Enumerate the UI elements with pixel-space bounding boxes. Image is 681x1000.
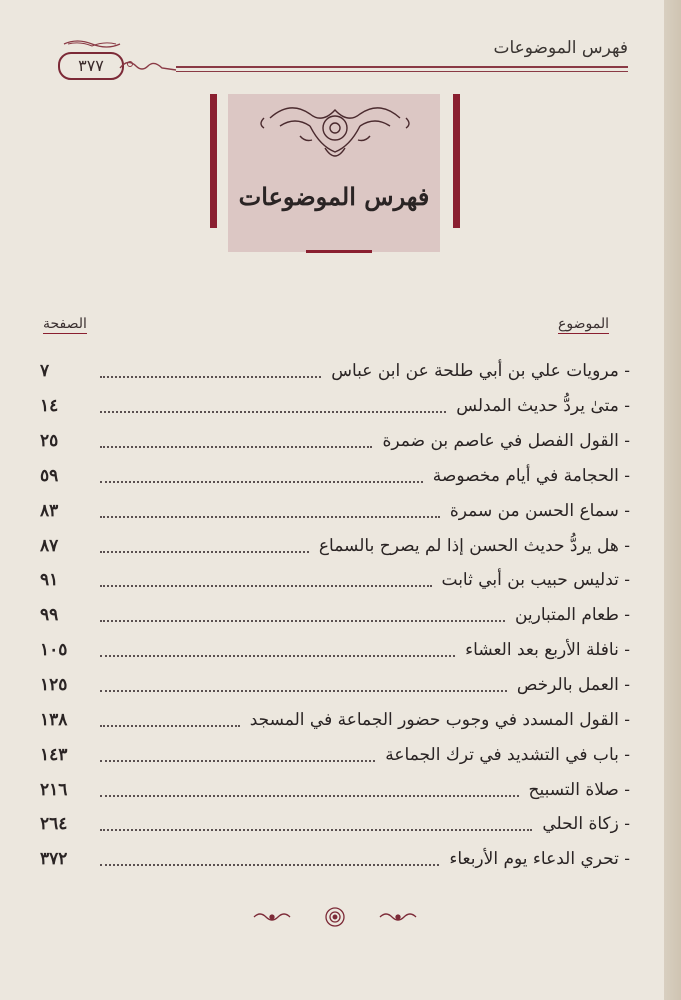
toc-entry-page: ٨٣ <box>40 500 59 521</box>
toc-entry-page: ٣٧٢ <box>40 849 68 870</box>
toc-entry-page: ١٤ <box>40 396 59 417</box>
dot-leader <box>100 643 455 657</box>
dot-leader <box>100 539 309 553</box>
toc-entry <box>40 493 630 528</box>
dot-leader <box>100 817 532 831</box>
toc-entry-page: ٨٧ <box>40 535 59 556</box>
toc-entry <box>40 528 630 563</box>
toc-entry-title: - نافلة الأربع بعد العشاء <box>461 640 630 660</box>
title-bar-left <box>210 94 217 228</box>
footer-ornament-icon <box>250 905 420 929</box>
dot-leader <box>100 783 519 797</box>
table-of-contents <box>40 354 630 877</box>
header-rule-thin <box>176 71 628 72</box>
toc-entry-title: - سماع الحسن من سمرة <box>446 501 630 521</box>
page-number: ٣٧٧ <box>58 52 124 80</box>
toc-entry-page: ١٠٥ <box>40 640 68 661</box>
toc-entry-title: - طعام المتبارين <box>511 605 630 625</box>
dot-leader <box>100 713 240 727</box>
toc-entry-title: - صلاة التسبيح <box>525 780 630 800</box>
dot-leader <box>100 399 446 413</box>
toc-entry-page: ٢٦٤ <box>40 814 68 835</box>
dot-leader <box>100 364 321 378</box>
dot-leader <box>100 678 507 692</box>
toc-entry-page: ٢١٦ <box>40 779 68 800</box>
dot-leader <box>100 852 439 866</box>
arabesque-ornament-icon <box>250 96 420 168</box>
page-title: فهرس الموضوعات <box>238 182 430 211</box>
toc-entry <box>40 807 630 842</box>
toc-entry <box>40 354 630 389</box>
toc-entry <box>40 459 630 494</box>
toc-entry <box>40 772 630 807</box>
toc-entry-title: - هل يردُّ حديث الحسن إذا لم يصرح بالسماع <box>315 536 630 556</box>
scroll-ornament-icon <box>118 56 178 76</box>
toc-entry-title: - مرويات علي بن أبي طلحة عن ابن عباس <box>327 361 630 381</box>
page-edge <box>664 0 681 1000</box>
toc-entry-title: - العمل بالرخص <box>513 675 630 695</box>
toc-entry-title: - زكاة الحلي <box>538 814 630 834</box>
toc-entry <box>40 702 630 737</box>
toc-entry-page: ٩٩ <box>40 605 59 626</box>
toc-entry <box>40 842 630 877</box>
dot-leader <box>100 748 375 762</box>
column-header-topic: الموضوع <box>558 316 609 332</box>
toc-entry-title: - متىٰ يردُّ حديث المدلس <box>452 396 630 416</box>
flourish-ornament-icon <box>62 36 122 50</box>
toc-entry <box>40 389 630 424</box>
toc-entry <box>40 563 630 598</box>
toc-entry-page: ١٤٣ <box>40 744 68 765</box>
toc-entry-title: - تحري الدعاء يوم الأربعاء <box>445 849 630 869</box>
dot-leader <box>100 608 505 622</box>
dot-leader <box>100 469 423 483</box>
dot-leader <box>100 573 432 587</box>
toc-entry-page: ١٣٨ <box>40 709 68 730</box>
dot-leader <box>100 434 372 448</box>
toc-entry-title: - باب في التشديد في ترك الجماعة <box>381 745 630 765</box>
toc-entry-page: ٧ <box>40 361 50 382</box>
toc-entry-title: - الحجامة في أيام مخصوصة <box>429 466 630 486</box>
toc-entry-title: - القول المسدد في وجوب حضور الجماعة في المسجد <box>246 710 630 730</box>
toc-entry <box>40 633 630 668</box>
toc-entry-page: ٥٩ <box>40 465 59 486</box>
toc-entry-title: - القول الفصل في عاصم بن ضمرة <box>378 431 630 451</box>
toc-entry <box>40 424 630 459</box>
toc-entry <box>40 668 630 703</box>
title-frame <box>210 94 460 254</box>
toc-entry-page: ٩١ <box>40 570 59 591</box>
column-header-page: الصفحة <box>43 316 87 332</box>
toc-entry-page: ١٢٥ <box>40 675 68 696</box>
toc-entry <box>40 737 630 772</box>
dot-leader <box>100 504 440 518</box>
toc-entry-title: - تدليس حبيب بن أبي ثابت <box>438 570 631 590</box>
running-title: فهرس الموضوعات <box>493 38 628 58</box>
running-header <box>58 36 628 76</box>
toc-entry <box>40 598 630 633</box>
title-bar-right <box>453 94 460 228</box>
title-underline <box>306 250 372 253</box>
header-rule <box>176 66 628 68</box>
toc-entry-page: ٢٥ <box>40 431 59 452</box>
